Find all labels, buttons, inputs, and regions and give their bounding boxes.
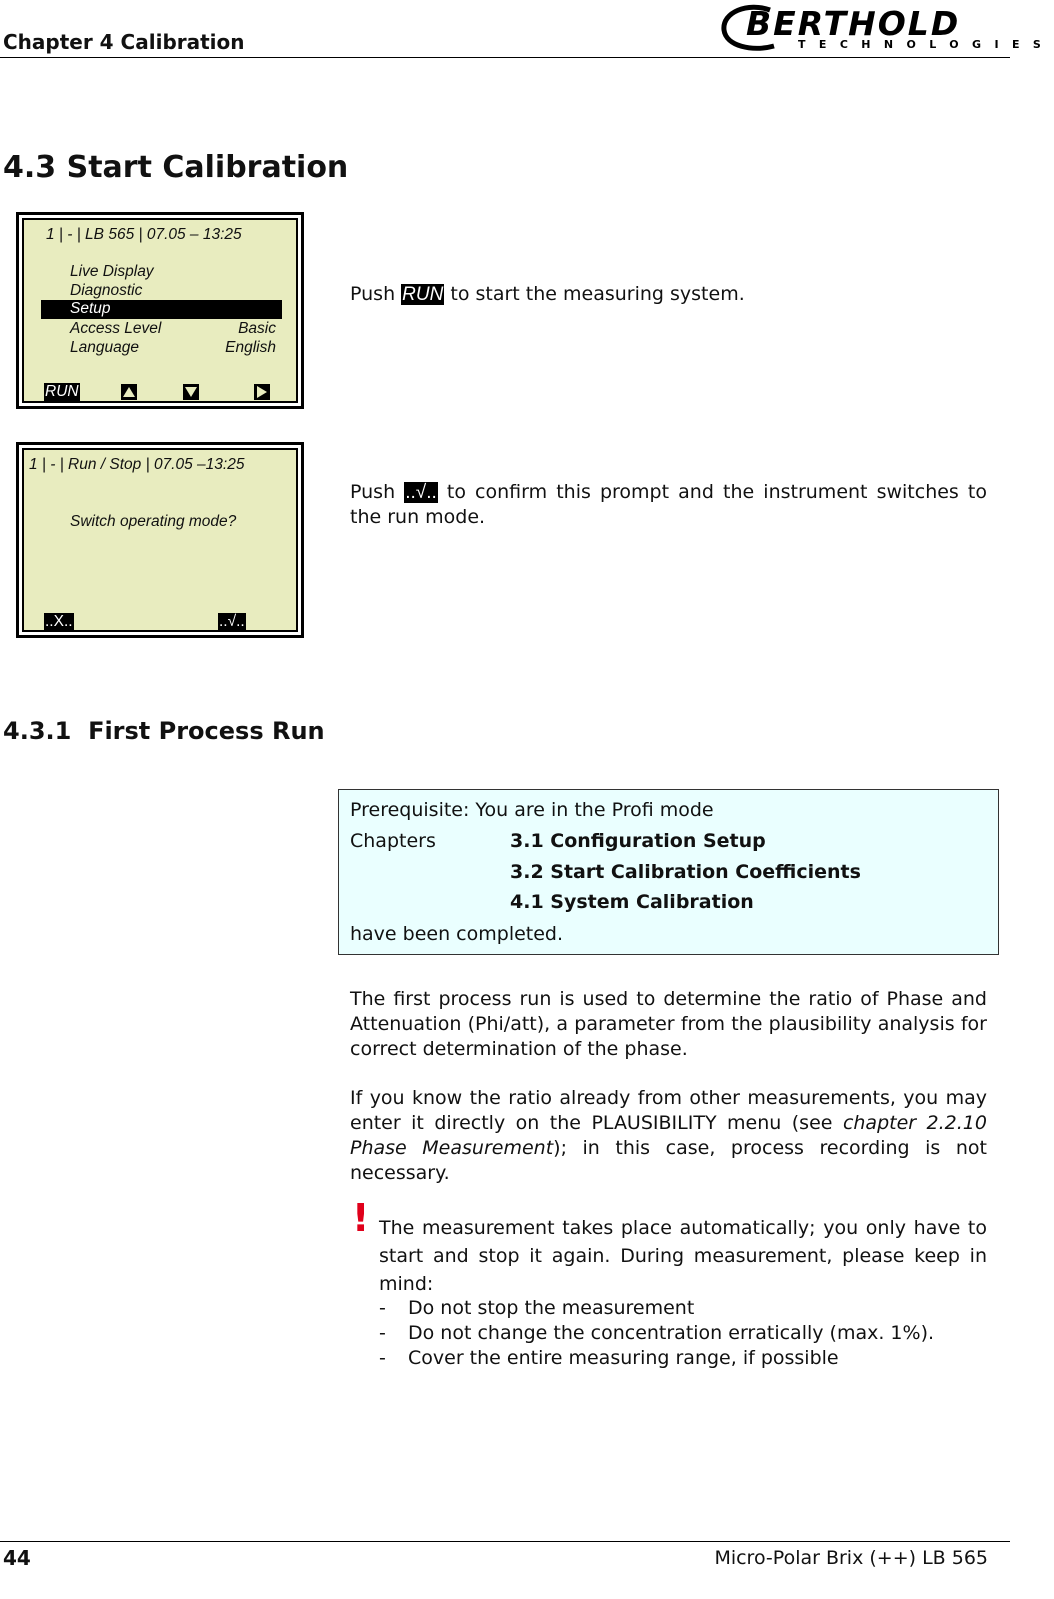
cancel-softkey[interactable]: ..X.. (45, 613, 73, 630)
bullet-text: Cover the entire measuring range, if possible (408, 1347, 839, 1369)
prereq-chapter-link[interactable]: 4.1 System Calibration (510, 891, 754, 913)
header-rule (0, 57, 1010, 58)
bullet-text: Do not stop the measurement (408, 1297, 695, 1319)
up-arrow-icon[interactable] (121, 384, 137, 400)
body-paragraph-2 (350, 1086, 987, 1186)
prereq-chapter-link[interactable]: 3.2 Start Calibration Coefficients (510, 861, 861, 883)
menu-item-live-display[interactable]: Live Display (70, 263, 154, 280)
berthold-logo (718, 4, 1054, 56)
prereq-chapter-link[interactable]: 3.1 Configuration Setup (510, 830, 766, 852)
warning-bullet-list (379, 1296, 999, 1371)
down-arrow-icon[interactable] (183, 384, 199, 400)
step1-text (350, 282, 990, 307)
lcd-status-bar: 1 | - | LB 565 | 07.05 – 13:25 (46, 226, 242, 243)
bullet-dash: - (379, 1322, 386, 1344)
lcd-prompt: Switch operating mode? (70, 513, 237, 530)
section-heading: 4.3 Start Calibration (3, 150, 349, 185)
prereq-chapters-label: Chapters (350, 830, 436, 852)
step2-suffix: to confirm this prompt and the instrument switches to the run mode. (350, 481, 988, 528)
warning-text: The measurement takes place automatically; you only have to start and stop it again. During measurement, please keep in mind: (379, 1217, 987, 1295)
chapter-title: Chapter 4 Calibration (3, 30, 245, 54)
menu-item-diagnostic[interactable]: Diagnostic (70, 282, 143, 299)
bullet-text: Do not change the concentration erratically (max. 1%). (408, 1322, 935, 1344)
product-name: Micro-Polar Brix (++) LB 565 (714, 1547, 988, 1569)
menu-item-setup-label: Setup (70, 300, 111, 317)
bullet-dash: - (379, 1347, 386, 1369)
footer-rule (0, 1541, 1010, 1542)
language-value: English (225, 339, 276, 356)
list-item (379, 1346, 999, 1371)
subsection-number: 4.3.1 (3, 717, 72, 745)
warning-icon: ! (352, 1196, 370, 1240)
menu-item-language[interactable]: Language (70, 339, 139, 356)
lcd-status-bar: 1 | - | Run / Stop | 07.05 –13:25 (29, 456, 245, 473)
run-key-label: RUN (402, 284, 444, 305)
lcd-main-menu (16, 212, 304, 409)
confirm-key-label: ..√.. (405, 482, 437, 503)
menu-item-setup-selected[interactable] (41, 300, 282, 319)
logo-wordmark: BERTHOLD (746, 4, 961, 43)
subsection-title: First Process Run (88, 717, 325, 745)
list-item (379, 1321, 999, 1346)
access-level-value: Basic (238, 320, 276, 337)
prereq-closing: have been completed. (350, 923, 564, 945)
bullet-dash: - (379, 1297, 386, 1319)
lcd-run-stop (16, 442, 304, 638)
para2-end: ); in this case, process recording is not necessary. (350, 1137, 987, 1184)
chapter-reference-link[interactable]: chapter 2.2.10 Phase Measurement (350, 1112, 987, 1159)
subsection-heading (3, 717, 325, 745)
confirm-softkey[interactable]: ..√.. (219, 613, 245, 630)
list-item (379, 1296, 999, 1321)
step1-suffix: to start the measuring system. (450, 283, 745, 305)
right-arrow-icon[interactable] (254, 384, 270, 400)
step2-text (350, 480, 987, 530)
page-number: 44 (3, 1546, 31, 1570)
prerequisite-box (338, 789, 999, 955)
run-softkey[interactable]: RUN (45, 383, 79, 400)
para2-start: If you know the ratio already from other measurements, you may enter it directly on the PLAUSIBILITY menu (see (350, 1087, 987, 1134)
menu-item-access-level[interactable]: Access Level (70, 320, 162, 337)
logo-subtitle: TECHNOLOGIES (798, 38, 1054, 51)
step2-prefix: Push (350, 481, 396, 503)
step1-prefix: Push (350, 283, 396, 305)
body-paragraph-1: The first process run is used to determine the ratio of Phase and Attenuation (Phi/att), a parameter from the plausibility analysis for correct determination of the phase. (350, 988, 987, 1060)
prereq-line: Prerequisite: You are in the Profi mode (350, 799, 714, 821)
